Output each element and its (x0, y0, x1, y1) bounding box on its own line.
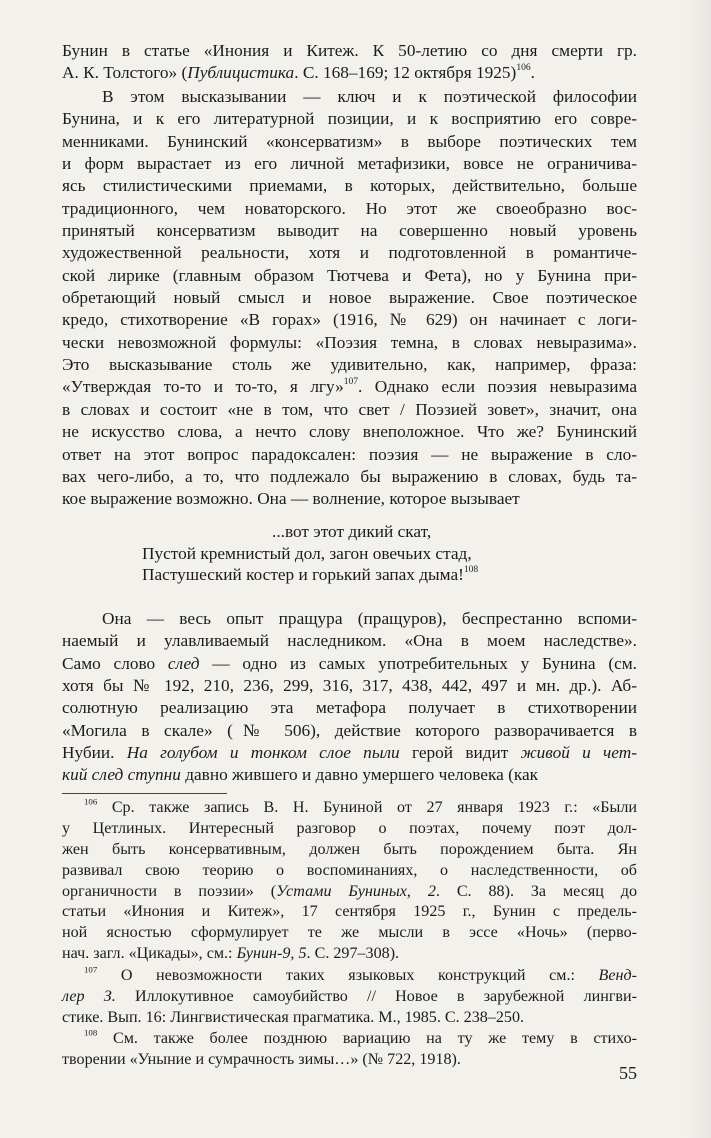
text-line: Бунина, и к его литературной позиции, и к восприятию его совре- (62, 109, 637, 129)
footnote-divider (62, 793, 227, 794)
text-line: чески невозможной формулы: «Поэзия темна, в словах невыразима». (62, 332, 637, 352)
text-line: органичности в поэзии» (Устами Буниных, 2. С. 88). За месяц до (62, 882, 638, 900)
text-line: ской лирике (главным образом Тютчева и Фета), но у Бунина при- (62, 265, 637, 285)
text-line: Нубии. На голубом и тонком слое пыли герой видит живой и чет- (62, 743, 637, 763)
text-line: жен быть консервативным, должен быть порождением быта. Ян (62, 840, 637, 858)
text-line: нач. загл. «Цикады», см.: Бунин-9, 5. С. 297–308). (62, 945, 400, 963)
text-line: стике. Вып. 16: Лингвистическая прагматика. М., 1985. С. 238–250. (62, 1008, 525, 1026)
text-line: ясь стилистическими приемами, в которых, действительно, больше (62, 176, 637, 196)
text-line: у Цетлиных. Интересный разговор о поэтах, почему поэт дол- (62, 819, 637, 837)
text-line: принятый консерватизм выводит на совершенно новый уровень (62, 221, 637, 241)
text-line: «Могила в скале» (№ 506), действие которого разворачивается в (62, 720, 637, 740)
text-line: ответ на этот вопрос парадоксален: поэзия — не выражение в сло- (62, 444, 637, 464)
text-line: кий след ступни давно жившего и давно умершего человека (как (62, 765, 539, 785)
text-line: вах чего-либо, а то, что подлежало бы выражению в словах, будь та- (62, 466, 637, 486)
text-line: $^{108}$ См. также более позднюю вариацию на ту же тему в стихо- (84, 1027, 637, 1047)
text-line: кредо, стихотворение «В горах» (1916, № 629) он начинает с логи- (62, 310, 637, 330)
text-line: художественной реальности, хотя и подготовленной в романтиче- (62, 243, 637, 263)
intro-text (62, 40, 637, 85)
text-line: в словах и состоит «не в том, что свет / Поэзией зовет», значит, она (62, 399, 637, 419)
text-line: ной ясностью сформулирует те же мысли в эссе «Ночь» (перво- (62, 924, 637, 942)
text-line: А. К. Толстого» (Публицистика. С. 168–169; 12 октября 1925)$^{106}$. (62, 63, 535, 83)
paragraph-1 (62, 86, 637, 511)
text-line: статьи «Инония и Китеж», 17 сентября 1925 г., Бунин с предель- (62, 903, 637, 921)
text-line: наемый и улавливаемый наследником. «Она в моем наследстве». (62, 631, 637, 651)
poem-line: ...вот этот дикий скат, (272, 522, 432, 541)
text-line: «Утверждая то-то и то-то, я лгу»$^{107}$. Однако если поэзия невыразима (62, 377, 638, 397)
paragraph-2 (62, 608, 637, 787)
text-line: $^{107}$ О невозможности таких языковых конструкций см.: Венд- (84, 964, 637, 984)
text-line: $^{106}$ Ср. также запись В. Н. Буниной от 27 января 1923 г.: «Были (84, 796, 637, 816)
page-edge-shadow (685, 0, 711, 1138)
text-line: развивал свою теорию о воспоминаниях, о наследственности, об (62, 861, 637, 879)
footnote-106 (62, 798, 637, 965)
text-line: обретающий новый смысл и новое выражение. Свое поэтическое (62, 288, 637, 308)
poem-line: Пастушеский костер и горький запах дыма!$^{108}$ (142, 564, 479, 584)
page-number: 55 (619, 1063, 637, 1083)
text-line: творении «Уныние и сумрачность зимы…» (№ 722, 1918). (62, 1050, 461, 1068)
text-line: не искусство слова, а нечто слову внеположное. Что же? Бунинский (62, 422, 637, 442)
text-line: хотя бы № 192, 210, 236, 299, 316, 317, 438, 442, 497 и мн. др.). Аб- (62, 676, 637, 696)
text-line: Бунин в статье «Инония и Китеж. К 50-летию со дня смерти гр. (62, 41, 637, 60)
text-line: Само слово след — одно из самых употребительных у Бунина (см. (62, 653, 638, 673)
text-line: традиционного, чем новаторского. Но этот же своеобразно вос- (62, 198, 637, 218)
text-line: лер З. Иллокутивное самоубийство // Новое в зарубежной лингви- (62, 987, 637, 1005)
footnote-107 (62, 966, 637, 1029)
footnote-108 (62, 1029, 637, 1071)
text-line: и форм вырастает из его личной метафизики, вовсе не ограничива- (62, 154, 637, 174)
text-line: кое выражение возможно. Она — волнение, которое вызывает (62, 489, 520, 509)
text-line: Это высказывание столь же удивительно, как, например, фраза: (62, 355, 637, 375)
text-line: солютную реализацию эта метафора получает в стихотворении (62, 698, 637, 718)
poem-quote (142, 521, 602, 586)
text-line: В этом высказывании — ключ и к поэтической философии (102, 87, 637, 106)
text-line: менниками. Бунинский «консерватизм» в выборе поэтических тем (62, 131, 637, 151)
poem-line: Пустой кремнистый дол, загон овечьих стад, (142, 543, 472, 563)
text-line: Она — весь опыт пращура (пращуров), беспрестанно вспоми- (102, 609, 637, 628)
